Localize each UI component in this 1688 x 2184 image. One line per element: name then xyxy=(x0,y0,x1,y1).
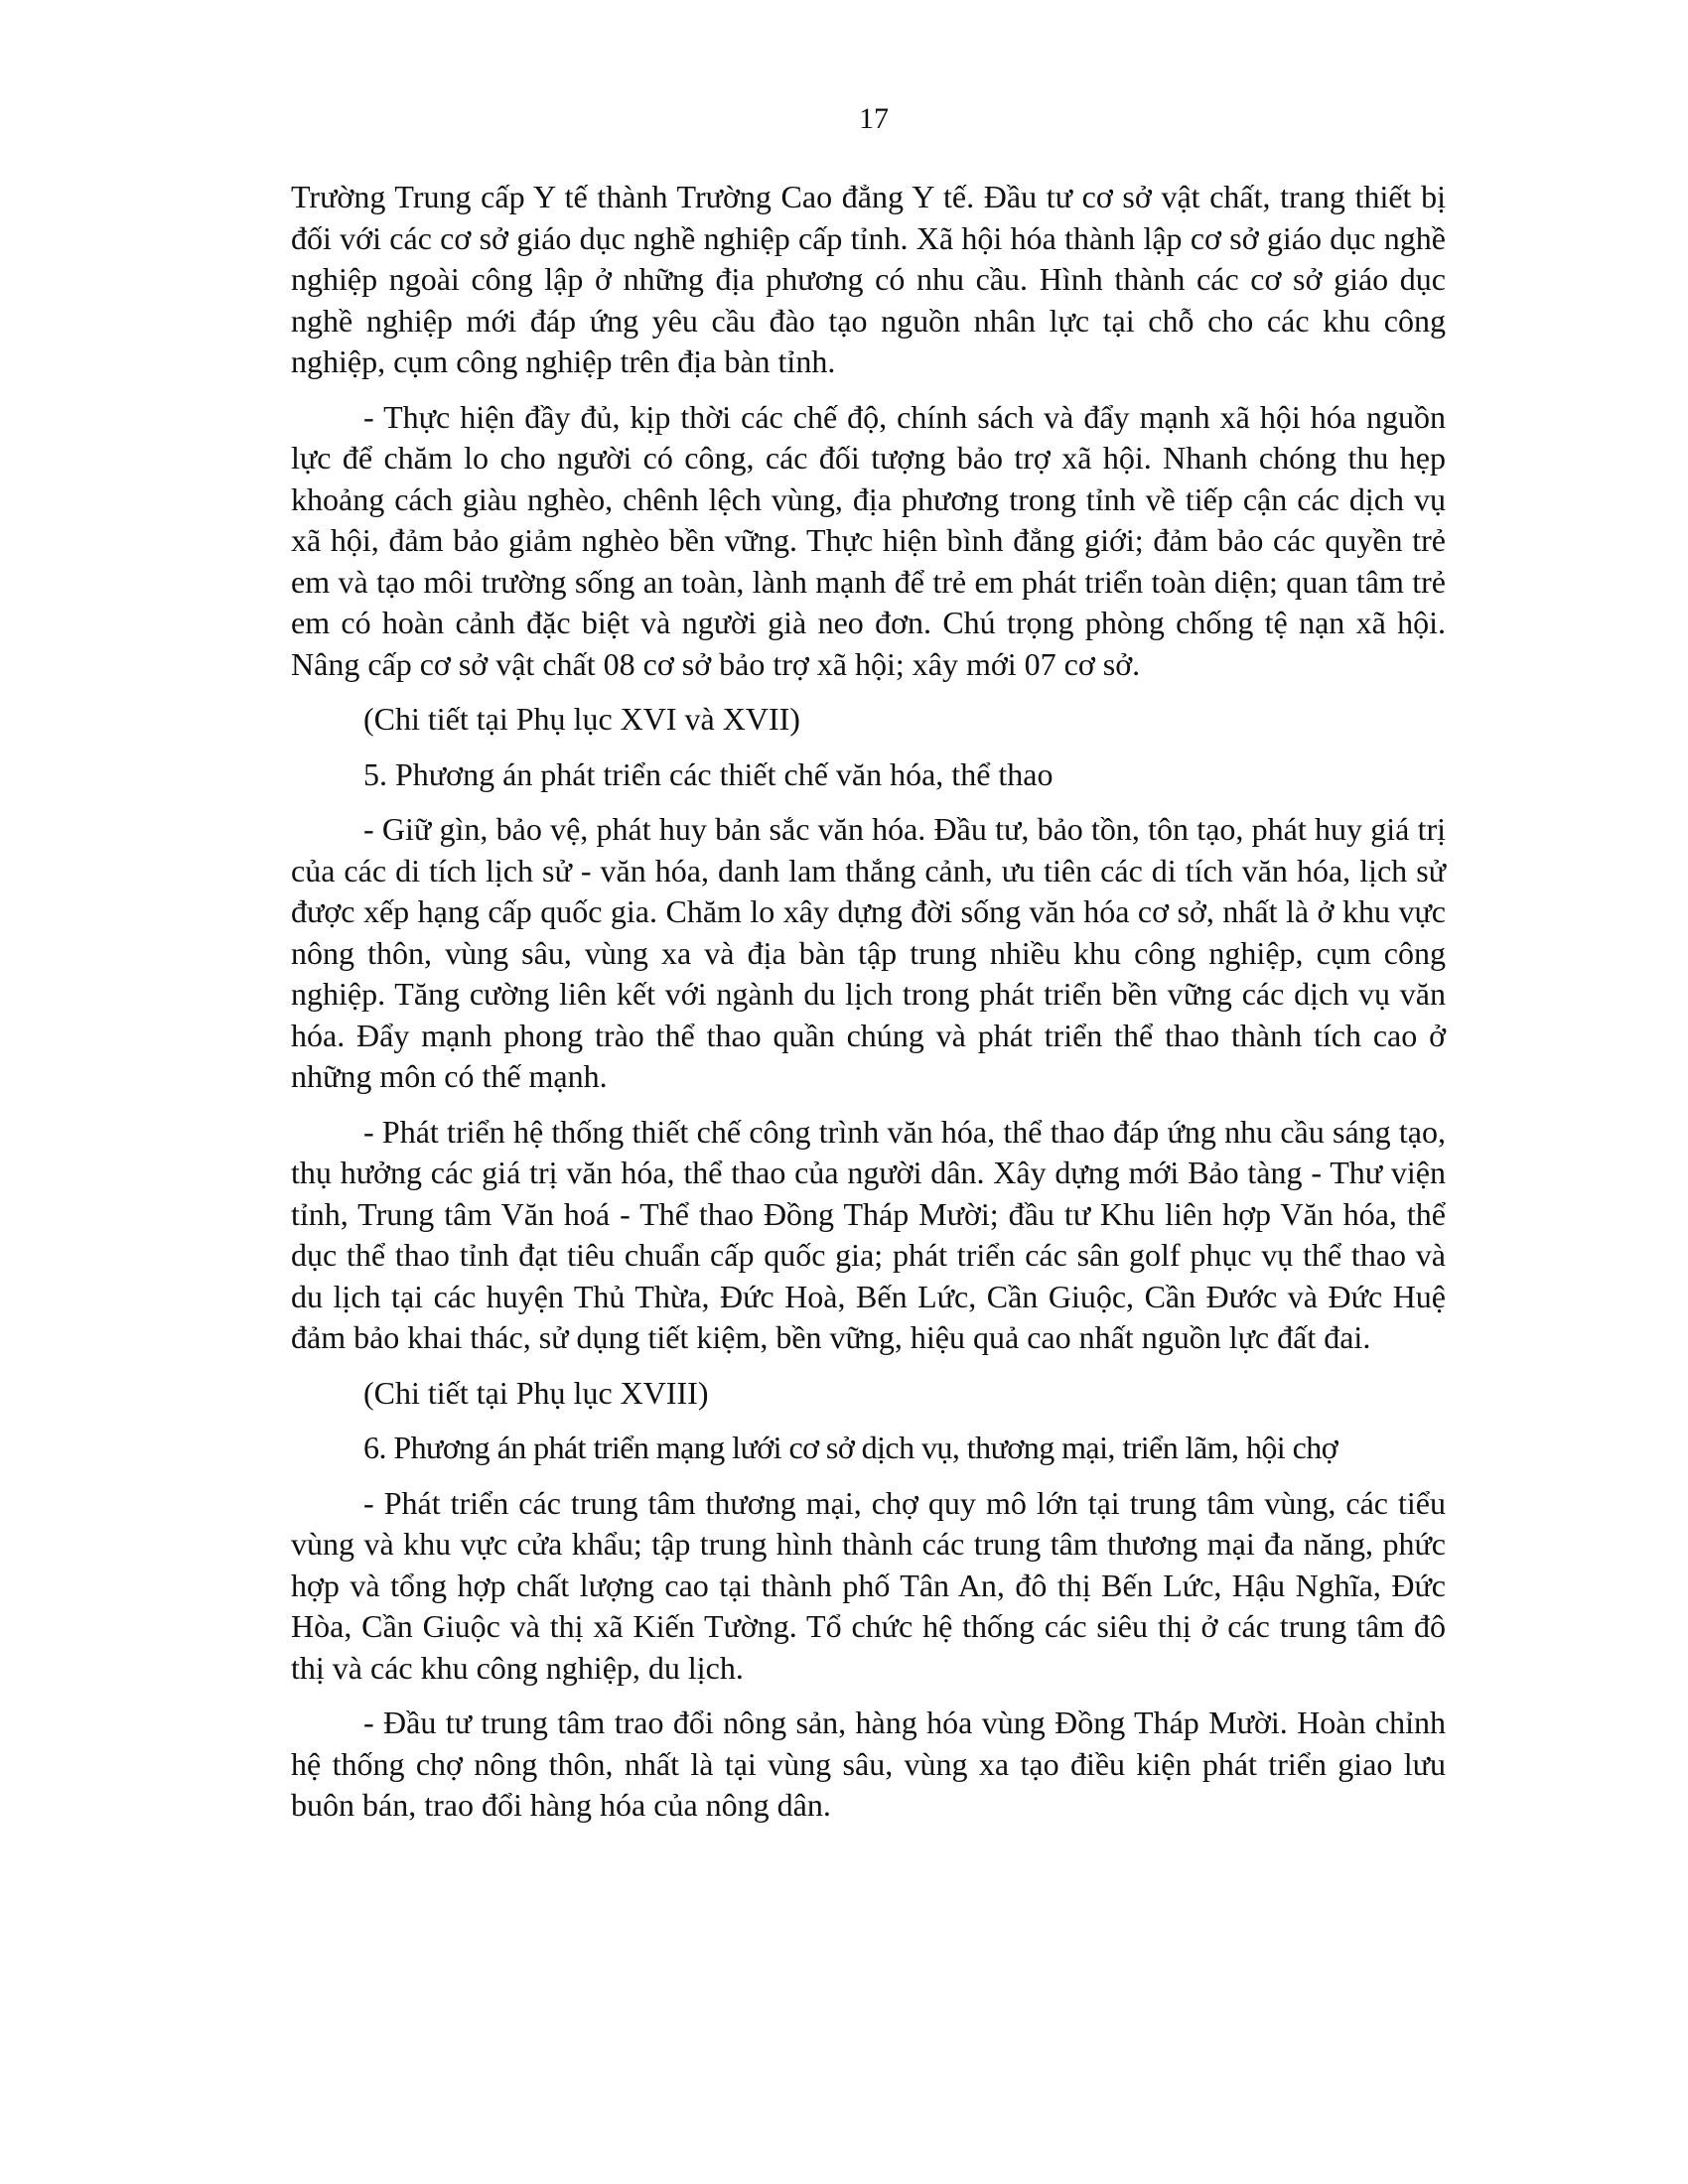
section-heading-culture-sports: 5. Phương án phát triển các thiết chế văn hóa, thể thao xyxy=(363,755,1054,792)
paragraph-cultural-institutions: - Phát triển hệ thống thiết chế công trình văn hóa, thể thao đáp ứng nhu cầu sáng tạo, thụ hưởng các giá trị văn hóa, thể thao của người dân. Xây dựng mới Bảo tàng - Thư viện tỉnh, Trung tâm Văn hoá - Thể thao Đồng Tháp Mười; đầu tư Khu liên hợp Văn hóa, thể dục thể thao tỉnh đạt tiêu chuẩn cấp quốc gia; phát triển các sân golf phục vụ thể thao và du lịch tại các huyện Thủ Thừa, Đức Hoà, Bến Lức, Cần Giuộc, Cần Đước và Đức Huệ đảm bảo khai thác, sử dụng tiết kiệm, bền vững, hiệu quả cao nhất nguồn lực đất đai. xyxy=(291,1113,1446,1355)
appendix-note: (Chi tiết tại Phụ lục XVIII) xyxy=(363,1374,709,1411)
paragraph-cultural-heritage: - Giữ gìn, bảo vệ, phát huy bản sắc văn hóa. Đầu tư, bảo tồn, tôn tạo, phát huy giá trị của các di tích lịch sử - văn hóa, danh lam thắng cảnh, ưu tiên các di tích văn hóa, lịch sử được xếp hạng cấp quốc gia. Chăm lo xây dựng đời sống văn hóa cơ sở, nhất là ở khu vực nông thôn, vùng sâu, vùng xa và địa bàn tập trung nhiều khu công nghiệp, cụm công nghiệp. Tăng cường liên kết với ngành du lịch trong phát triển bền vững các dịch vụ văn hóa. Đẩy mạnh phong trào thể thao quần chúng và phát triển thể thao thành tích cao ở những môn có thế mạnh. xyxy=(291,811,1446,1094)
section-heading-commerce: 6. Phương án phát triển mạng lưới cơ sở dịch vụ, thương mại, triển lãm, hội chợ xyxy=(363,1430,1338,1465)
paragraph-rural-markets: - Đầu tư trung tâm trao đổi nông sản, hàng hóa vùng Đồng Tháp Mười. Hoàn chỉnh hệ thống chợ nông thôn, nhất là tại vùng sâu, vùng xa tạo điều kiện phát triển giao lưu buôn bán, trao đổi hàng hóa của nông dân. xyxy=(291,1705,1446,1823)
page-number: 17 xyxy=(859,102,889,135)
appendix-note: (Chi tiết tại Phụ lục XVI và XVII) xyxy=(363,701,800,737)
paragraph-continuation: Trường Trung cấp Y tế thành Trường Cao đẳng Y tế. Đầu tư cơ sở vật chất, trang thiết bị đối với các cơ sở giáo dục nghề nghiệp cấp tỉnh. Xã hội hóa thành lập cơ sở giáo dục nghề nghiệp ngoài công lập ở những địa phương có nhu cầu. Hình thành các cơ sở giáo dục nghề nghiệp mới đáp ứng yêu cầu đào tạo nguồn nhân lực tại chỗ cho các khu công nghiệp, cụm công nghiệp trên địa bàn tỉnh. xyxy=(291,179,1446,379)
document-body xyxy=(291,177,1446,1841)
paragraph-social-welfare: - Thực hiện đầy đủ, kịp thời các chế độ, chính sách và đẩy mạnh xã hội hóa nguồn lực để chăm lo cho người có công, các đối tượng bảo trợ xã hội. Nhanh chóng thu hẹp khoảng cách giàu nghèo, chênh lệch vùng, địa phương trong tỉnh về tiếp cận các dịch vụ xã hội, đảm bảo giảm nghèo bền vững. Thực hiện bình đẳng giới; đảm bảo các quyền trẻ em và tạo môi trường sống an toàn, lành mạnh để trẻ em phát triển toàn diện; quan tâm trẻ em có hoàn cảnh đặc biệt và người già neo đơn. Chú trọng phòng chống tệ nạn xã hội. Nâng cấp cơ sở vật chất 08 cơ sở bảo trợ xã hội; xây mới 07 cơ sở. xyxy=(291,398,1446,682)
paragraph-commercial-centers: - Phát triển các trung tâm thương mại, chợ quy mô lớn tại trung tâm vùng, các tiểu vùng và khu vực cửa khẩu; tập trung hình thành các trung tâm thương mại đa năng, phức hợp và tổng hợp chất lượng cao tại thành phố Tân An, đô thị Bến Lức, Hậu Nghĩa, Đức Hòa, Cần Giuộc và thị xã Kiến Tường. Tổ chức hệ thống các siêu thị ở các trung tâm đô thị và các khu công nghiệp, du lịch. xyxy=(291,1484,1446,1686)
